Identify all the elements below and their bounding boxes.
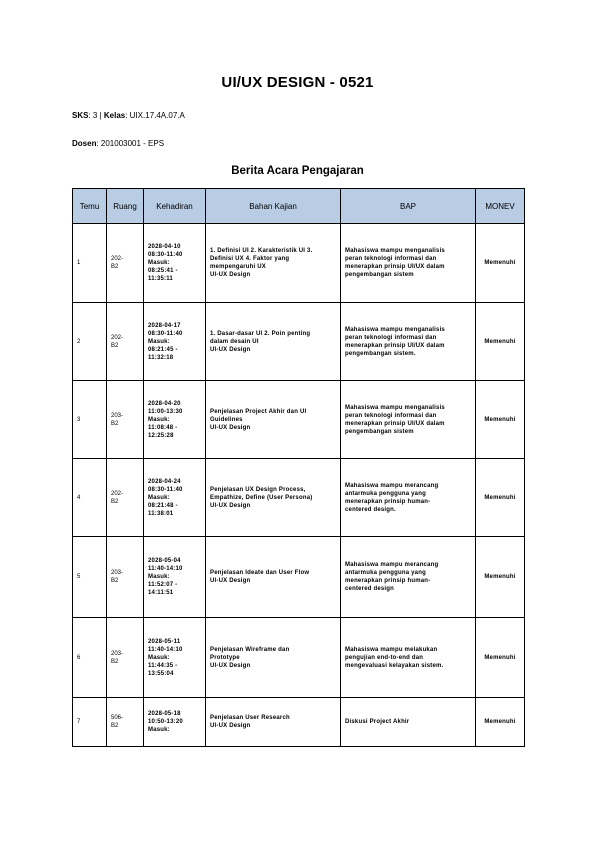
cell-bap-line: peran teknologi informasi dan bbox=[345, 256, 437, 262]
cell-ruang-line: B2 bbox=[111, 578, 119, 584]
cell-bap-line: Mahasiswa mampu merancang bbox=[345, 562, 439, 568]
cell-bahan-kajian-line: 1. Definisi UI 2. Karakteristik UI 3. bbox=[210, 248, 313, 254]
cell-ruang-line: B2 bbox=[111, 498, 119, 505]
cell-bahan-kajian-line: UI-UX Design bbox=[210, 502, 251, 509]
cell-bahan-kajian bbox=[206, 537, 341, 618]
cell-bahan-kajian-line: UI-UX Design bbox=[210, 723, 251, 729]
cell-kehadiran-line: Masuk: bbox=[148, 338, 170, 345]
cell-kehadiran-line: 2028-04-10 bbox=[148, 244, 181, 250]
table-row bbox=[73, 537, 525, 618]
cell-bap bbox=[341, 381, 476, 459]
cell-bahan-kajian-line: Penjelasan Project Akhir dan UI bbox=[210, 408, 307, 415]
cell-kehadiran-line: Masuk: bbox=[148, 416, 170, 423]
col-header-temu: Temu bbox=[73, 189, 107, 224]
cell-monev: Memenuhi bbox=[476, 381, 525, 459]
cell-ruang-line: B2 bbox=[111, 723, 119, 729]
dosen-value: : 201003001 - EPS bbox=[96, 139, 165, 148]
kelas-label: Kelas bbox=[103, 111, 126, 120]
cell-bap-line: Mahasiswa mampu merancang bbox=[345, 482, 439, 489]
col-header-bap: BAP bbox=[341, 189, 476, 224]
cell-bahan-kajian-line: UI-UX Design bbox=[210, 272, 251, 278]
cell-bap-line: Mahasiswa mampu menganalisis bbox=[345, 404, 445, 411]
cell-bahan-kajian bbox=[206, 698, 341, 747]
table-row bbox=[73, 698, 525, 747]
cell-kehadiran bbox=[144, 224, 206, 303]
cell-kehadiran-line: 2028-04-20 bbox=[148, 400, 181, 407]
cell-bap-line: pengembangan sistem bbox=[345, 272, 414, 278]
cell-bap-line: peran teknologi informasi dan bbox=[345, 412, 437, 419]
cell-bap-line: Mahasiswa mampu menganalisis bbox=[345, 248, 445, 254]
teaching-record-table bbox=[72, 188, 525, 747]
col-header-kehadiran: Kehadiran bbox=[144, 189, 206, 224]
table-row bbox=[73, 381, 525, 459]
cell-kehadiran-line: 2028-04-24 bbox=[148, 478, 181, 485]
cell-bap-line: Mahasiswa mampu melakukan bbox=[345, 646, 438, 653]
cell-ruang-line: 202- bbox=[111, 334, 124, 341]
cell-ruang bbox=[107, 459, 144, 537]
cell-bahan-kajian-line: UI-UX Design bbox=[210, 424, 251, 431]
cell-ruang-line: B2 bbox=[111, 342, 119, 349]
cell-ruang bbox=[107, 537, 144, 618]
cell-kehadiran-line: 08:25:41 - bbox=[148, 268, 178, 274]
cell-kehadiran-line: 14:11:51 bbox=[148, 590, 174, 596]
cell-bahan-kajian-line: mempengaruhi UX bbox=[210, 264, 267, 270]
cell-bap bbox=[341, 698, 476, 747]
cell-kehadiran-line: 2028-05-11 bbox=[148, 638, 181, 645]
kelas-value: : UIX.17.4A.07.A bbox=[125, 111, 185, 120]
cell-monev: Memenuhi bbox=[476, 698, 525, 747]
cell-bahan-kajian-line: Definisi UX 4. Faktor yang bbox=[210, 256, 290, 262]
lecturer-meta-line bbox=[72, 139, 164, 148]
cell-kehadiran bbox=[144, 303, 206, 381]
cell-ruang bbox=[107, 698, 144, 747]
cell-ruang bbox=[107, 303, 144, 381]
col-header-bahan-kajian: Bahan Kajian bbox=[206, 189, 341, 224]
page-title: UI/UX DESIGN - 0521 bbox=[221, 74, 374, 91]
cell-bap-line: menerapkan prinsip UI/UX dalam bbox=[345, 264, 445, 270]
cell-kehadiran-line: Masuk: bbox=[148, 260, 170, 266]
cell-bahan-kajian-line: Prototype bbox=[210, 654, 240, 661]
cell-ruang bbox=[107, 224, 144, 303]
cell-bap-line: centered design bbox=[345, 586, 395, 592]
cell-temu: 5 bbox=[73, 537, 107, 618]
dosen-label: Dosen bbox=[72, 139, 97, 148]
cell-kehadiran bbox=[144, 698, 206, 747]
col-header-ruang: Ruang bbox=[107, 189, 144, 224]
cell-monev: Memenuhi bbox=[476, 618, 525, 698]
cell-bap-line: pengujian end-to-end dan bbox=[345, 654, 424, 661]
cell-bahan-kajian-line: Guidelines bbox=[210, 416, 243, 423]
cell-ruang-line: 203- bbox=[111, 650, 124, 657]
cell-monev: Memenuhi bbox=[476, 537, 525, 618]
cell-bahan-kajian-line: 1. Dasar-dasar UI 2. Poin penting bbox=[210, 330, 311, 337]
cell-bahan-kajian bbox=[206, 618, 341, 698]
cell-kehadiran bbox=[144, 618, 206, 698]
cell-bahan-kajian bbox=[206, 381, 341, 459]
cell-bahan-kajian bbox=[206, 224, 341, 303]
cell-ruang-line: B2 bbox=[111, 658, 119, 665]
section-title: Berita Acara Pengajaran bbox=[231, 165, 364, 177]
table-body bbox=[73, 224, 525, 747]
cell-temu: 2 bbox=[73, 303, 107, 381]
cell-bap-line: Mahasiswa mampu menganalisis bbox=[345, 326, 445, 333]
cell-ruang-line: 202- bbox=[111, 490, 124, 497]
cell-ruang bbox=[107, 618, 144, 698]
col-header-monev: MONEV bbox=[476, 189, 525, 224]
cell-temu: 6 bbox=[73, 618, 107, 698]
cell-kehadiran-line: 11:32:18 bbox=[148, 354, 174, 361]
cell-ruang bbox=[107, 381, 144, 459]
table-row bbox=[73, 303, 525, 381]
cell-bahan-kajian-line: UI-UX Design bbox=[210, 346, 251, 353]
cell-kehadiran bbox=[144, 381, 206, 459]
cell-bap bbox=[341, 618, 476, 698]
cell-ruang-line: 506- bbox=[111, 715, 124, 721]
cell-kehadiran-line: Masuk: bbox=[148, 574, 170, 580]
cell-kehadiran-line: 11:38:01 bbox=[148, 510, 174, 517]
cell-monev: Memenuhi bbox=[476, 303, 525, 381]
cell-bahan-kajian-line: dalam desain UI bbox=[210, 338, 259, 345]
cell-kehadiran-line: 13:55:04 bbox=[148, 670, 174, 677]
cell-bahan-kajian-line: Penjelasan User Research bbox=[210, 715, 290, 721]
cell-monev: Memenuhi bbox=[476, 224, 525, 303]
cell-bap-line: antarmuka pengguna yang bbox=[345, 570, 426, 576]
cell-kehadiran-line: 11:08:48 - bbox=[148, 424, 178, 431]
cell-ruang-line: B2 bbox=[111, 264, 119, 270]
cell-kehadiran-line: Masuk: bbox=[148, 727, 170, 733]
table-row bbox=[73, 618, 525, 698]
cell-ruang-line: 202- bbox=[111, 256, 124, 262]
cell-temu: 3 bbox=[73, 381, 107, 459]
cell-bap bbox=[341, 459, 476, 537]
cell-kehadiran-line: 11:35:11 bbox=[148, 276, 173, 282]
cell-temu: 7 bbox=[73, 698, 107, 747]
cell-bap bbox=[341, 224, 476, 303]
cell-kehadiran-line: 08:30-11:40 bbox=[148, 486, 183, 493]
cell-bahan-kajian bbox=[206, 459, 341, 537]
cell-bap-line: antarmuka pengguna yang bbox=[345, 490, 426, 497]
cell-kehadiran-line: 08:21:48 - bbox=[148, 502, 178, 509]
cell-bahan-kajian bbox=[206, 303, 341, 381]
sks-value: : 3 | bbox=[88, 111, 104, 120]
cell-kehadiran-line: 10:50-13:20 bbox=[148, 719, 183, 725]
cell-bap-line: menerapkan prinsip UI/UX dalam bbox=[345, 342, 445, 349]
cell-ruang-line: 203- bbox=[111, 570, 124, 576]
cell-kehadiran-line: 08:30-11:40 bbox=[148, 330, 183, 337]
cell-temu: 4 bbox=[73, 459, 107, 537]
table-row bbox=[73, 459, 525, 537]
cell-bap-line: menerapkan prinsip human- bbox=[345, 498, 431, 505]
cell-ruang-line: B2 bbox=[111, 420, 119, 427]
cell-kehadiran-line: 2028-04-17 bbox=[148, 322, 181, 329]
cell-bap-line: pengembangan sistem bbox=[345, 428, 414, 435]
cell-kehadiran-line: Masuk: bbox=[148, 654, 170, 661]
cell-temu: 1 bbox=[73, 224, 107, 303]
cell-kehadiran-line: 2028-05-04 bbox=[148, 558, 181, 564]
table-header-row bbox=[73, 189, 525, 224]
sks-label: SKS bbox=[72, 111, 89, 120]
cell-bap bbox=[341, 537, 476, 618]
cell-bap-line: centered design. bbox=[345, 506, 396, 513]
cell-kehadiran-line: 08:30-11:40 bbox=[148, 252, 183, 258]
cell-kehadiran bbox=[144, 459, 206, 537]
cell-bahan-kajian-line: UI-UX Design bbox=[210, 662, 251, 669]
cell-kehadiran-line: 11:44:35 - bbox=[148, 662, 178, 669]
cell-bahan-kajian-line: Penjelasan Wireframe dan bbox=[210, 646, 290, 653]
cell-kehadiran-line: 2028-05-18 bbox=[148, 711, 181, 717]
cell-bahan-kajian-line: Empathize, Define (User Persona) bbox=[210, 494, 313, 501]
cell-bap-line: mengevaluasi kelayakan sistem. bbox=[345, 662, 444, 669]
cell-ruang-line: 203- bbox=[111, 412, 124, 419]
cell-bap-line: menerapkan prinsip UI/UX dalam bbox=[345, 420, 445, 427]
cell-kehadiran-line: Masuk: bbox=[148, 494, 170, 501]
cell-monev: Memenuhi bbox=[476, 459, 525, 537]
table-row bbox=[73, 224, 525, 303]
cell-kehadiran-line: 11:40-14:10 bbox=[148, 646, 183, 653]
cell-bap bbox=[341, 303, 476, 381]
cell-bap-line: Diskusi Project Akhir bbox=[345, 719, 410, 725]
cell-kehadiran-line: 11:52:07 - bbox=[148, 582, 178, 588]
cell-bap-line: menerapkan prinsip human- bbox=[345, 578, 431, 584]
cell-bahan-kajian-line: Penjelasan UX Design Process, bbox=[210, 486, 306, 493]
cell-kehadiran-line: 12:25:28 bbox=[148, 432, 174, 439]
course-meta-line bbox=[72, 111, 185, 120]
cell-bap-line: pengembangan sistem. bbox=[345, 350, 416, 357]
cell-kehadiran-line: 11:40-14:10 bbox=[148, 566, 183, 572]
cell-kehadiran bbox=[144, 537, 206, 618]
cell-kehadiran-line: 11:00-13:30 bbox=[148, 408, 183, 415]
cell-bap-line: peran teknologi informasi dan bbox=[345, 334, 437, 341]
cell-kehadiran-line: 08:21:45 - bbox=[148, 346, 178, 353]
cell-bahan-kajian-line: UI-UX Design bbox=[210, 578, 251, 584]
cell-bahan-kajian-line: Penjelasan Ideate dan User Flow bbox=[210, 570, 310, 576]
